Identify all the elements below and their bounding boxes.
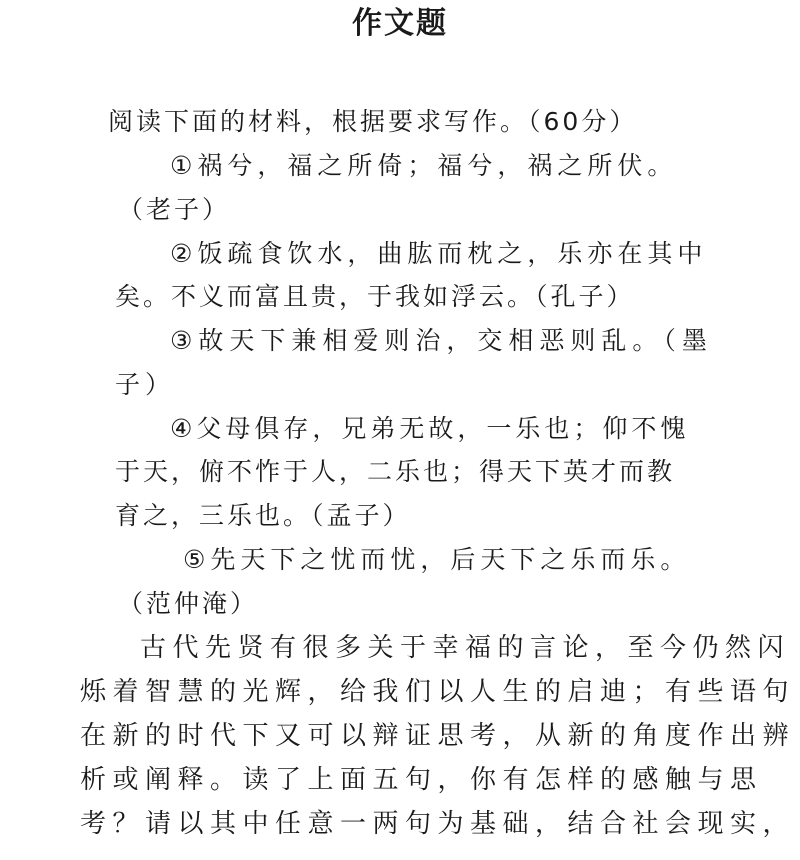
quote-line: （老子） xyxy=(118,195,231,224)
paragraph-line: 烁着智慧的光辉，给我们以人生的启迪；有些语句 xyxy=(80,677,796,707)
instruction-text: 阅读下面的材料，根据要求写作。（60分） xyxy=(108,107,638,136)
paragraph-line: 古代先贤有很多关于幸福的言论，至今仍然闪 xyxy=(140,633,791,663)
quote-line: 育之，三乐也。（孟子） xyxy=(115,501,411,530)
quote-line: ③故天下兼相爱则治，交相恶则乱。（墨 xyxy=(170,326,713,355)
paragraph-line: 析或阐释。读了上面五句，你有怎样的感触与思 xyxy=(80,765,763,795)
quote-line: 于天，俯不怍于人，二乐也；得天下英才而教 xyxy=(115,457,676,486)
page-title: 作文题 xyxy=(352,6,448,41)
quote-line: ②饭疏食饮水，曲肱而枕之，乐亦在其中 xyxy=(170,239,708,268)
quote-line: 子） xyxy=(115,370,176,399)
paragraph-line: 考？请以其中任意一两句为基础，结合社会现实， xyxy=(80,809,796,839)
quote-line: ④父母俱存，兄弟无故，一乐也；仰不愧 xyxy=(170,414,690,443)
quote-line: （范仲淹） xyxy=(118,589,259,618)
quote-line: ①祸兮，福之所倚；福兮，祸之所伏。 xyxy=(170,151,678,180)
paragraph-line: 在新的时代下又可以辩证思考，从新的角度作出辨 xyxy=(80,721,796,751)
quote-line: ⑤先天下之忧而忧，后天下之乐而乐。 xyxy=(183,545,691,574)
quote-line: 矣。不义而富且贵，于我如浮云。（孔子） xyxy=(115,282,635,311)
